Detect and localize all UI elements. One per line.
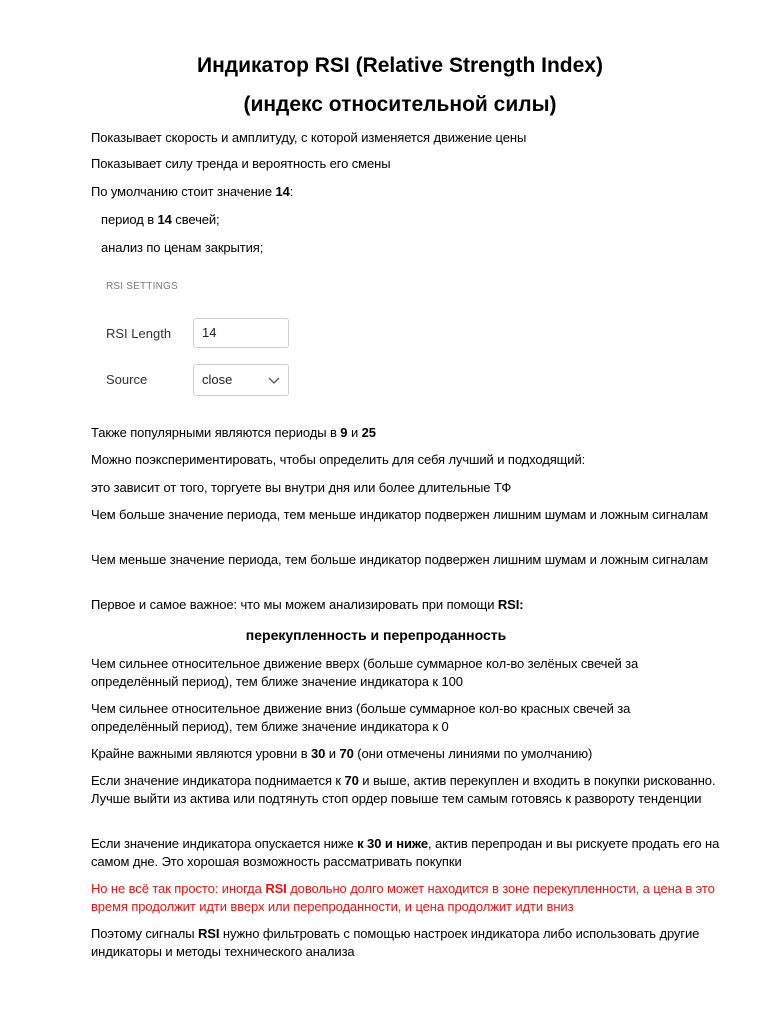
text-fragment: Но не всё так просто: иногда xyxy=(91,881,266,896)
text-fragment: Также популярными являются периоды в xyxy=(91,425,341,440)
text-fragment: Поэтому сигналы xyxy=(91,926,199,941)
bold-value: 70 xyxy=(339,746,354,761)
page-title: Индикатор RSI (Relative Strength Index) xyxy=(197,54,603,77)
chevron-down-icon xyxy=(268,374,280,386)
paragraph-what-to-analyze xyxy=(91,596,721,614)
text-fragment: и выше, актив перекуплен и входить в покупки рискованно. Лучше выйти из актива или подтянуть стоп ордер повыше тем самым готовясь к развороту тенденции xyxy=(91,773,716,806)
rsi-length-label: RSI Length xyxy=(106,326,172,341)
text-fragment: свечей; xyxy=(171,212,220,227)
text-fragment: Первое и самое важное: что мы можем анализировать при помощи xyxy=(91,597,498,612)
text-fragment: нужно фильтровать с помощью настроек индикатора либо использовать другие индикаторы и методы технического анализа xyxy=(91,926,700,959)
paragraph-smaller-period: Чем меньше значение периода, тем больше индикатор подвержен лишним шумам и ложным сигналам xyxy=(91,552,709,567)
bold-value: 14 xyxy=(157,212,172,227)
text-fragment: и xyxy=(347,425,362,440)
source-select[interactable] xyxy=(193,364,289,396)
paragraph-experiment: Можно поэкспериментировать, чтобы определить для себя лучший и подходящий: xyxy=(91,452,586,467)
bold-value: к 30 и ниже xyxy=(357,836,428,851)
paragraph-upward-movement: Чем сильнее относительное движение вверх (больше суммарное кол-во зелёных свечей за определённый период), тем ближе значение индикатора к 100 xyxy=(91,656,639,689)
paragraph-larger-period: Чем больше значение периода, тем меньше индикатор подвержен лишним шумам и ложным сигналам xyxy=(91,507,709,522)
paragraph-oversold xyxy=(91,835,721,871)
paragraph-downward-movement: Чем сильнее относительное движение вниз (больше суммарное кол-во красных свечей за определённый период), тем ближе значение индикатора к 0 xyxy=(91,701,631,734)
source-label: Source xyxy=(106,372,148,387)
list-item-period xyxy=(101,211,731,229)
settings-caption: RSI SETTINGS xyxy=(106,281,178,292)
text-fragment: , актив перепродан и вы рискуете продать его на самом дне. Это хорошая возможность рассматривать покупки xyxy=(91,836,720,869)
text-fragment: Крайне важными являются уровни в xyxy=(91,746,312,761)
paragraph-speed-amplitude: Показывает скорость и амплитуду, с которой изменяется движение цены xyxy=(91,130,527,145)
bold-value: 25 xyxy=(361,425,376,440)
paragraph-key-levels xyxy=(91,745,721,763)
paragraph-filter-signals xyxy=(91,925,721,961)
bold-value: 9 xyxy=(340,425,348,440)
bold-value: 30 xyxy=(311,746,326,761)
warning-paragraph xyxy=(91,880,721,916)
rsi-length-input[interactable]: 14 xyxy=(193,318,289,348)
paragraph-default-value xyxy=(91,183,721,201)
text-fragment: Если значение индикатора опускается ниже xyxy=(91,836,358,851)
text-fragment: и xyxy=(325,746,340,761)
paragraph-timeframe: это зависит от того, торгуете вы внутри дня или более длительные ТФ xyxy=(91,480,512,495)
paragraph-trend-strength: Показывает силу тренда и вероятность его смены xyxy=(91,156,391,171)
bold-value: 70 xyxy=(344,773,359,788)
page-subtitle: (индекс относительной силы) xyxy=(243,93,557,116)
section-heading: перекупленность и перепроданность xyxy=(245,627,507,643)
bold-value: RSI: xyxy=(497,597,524,612)
paragraph-overbought xyxy=(91,772,721,808)
text-fragment: По умолчанию стоит значение xyxy=(91,184,276,199)
text-fragment: довольно долго может находится в зоне перекупленности, а цена в это время продолжит идти вверх или перепроданности, и цена продолжит идти вниз xyxy=(91,881,715,914)
source-select-value: close xyxy=(202,372,233,387)
text-fragment: (они отмечены линиями по умолчанию) xyxy=(353,746,593,761)
text-fragment: Если значение индикатора поднимается к xyxy=(91,773,345,788)
bold-value: 14 xyxy=(275,184,290,199)
bold-value: RSI xyxy=(198,926,220,941)
bold-value: RSI xyxy=(265,881,287,896)
text-fragment: : xyxy=(289,184,294,199)
paragraph-popular-periods xyxy=(91,424,721,442)
text-fragment: период в xyxy=(101,212,158,227)
list-item-close-prices: анализ по ценам закрытия; xyxy=(101,240,264,255)
